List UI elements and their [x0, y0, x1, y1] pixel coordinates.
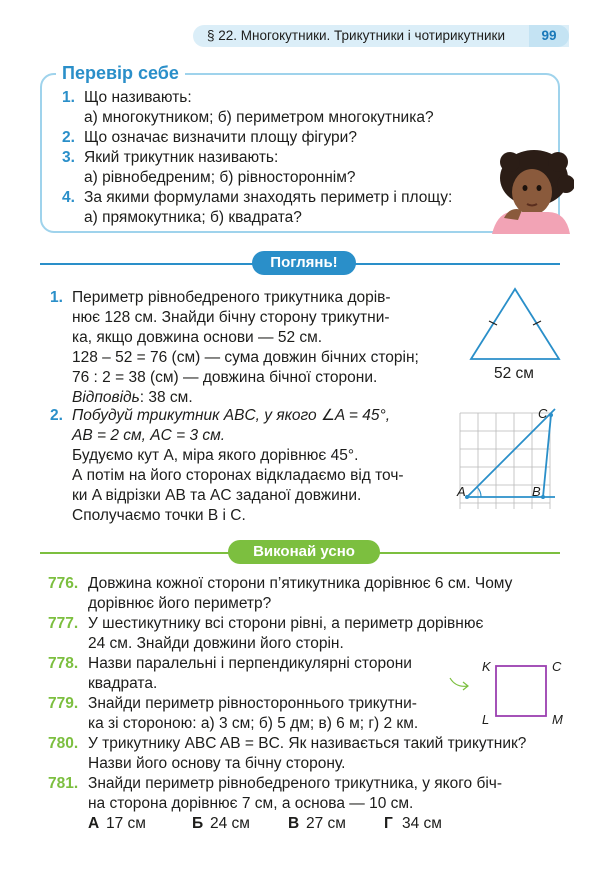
exercise-line: Знайди периметр рівностороннього трикутни- [88, 695, 417, 712]
option-value: 34 см [402, 815, 442, 832]
exercise-number: 781. [48, 775, 79, 792]
exercise-line: У трикутнику ABC AB = BC. Як називається такий трикутник? [88, 735, 527, 752]
question-line: Що називають: [84, 89, 192, 106]
example-number: 1. [50, 289, 63, 306]
exercise-line: 24 см. Знайди довжини його сторін. [88, 635, 344, 652]
square-label-c: C [552, 659, 562, 674]
example-line: ка, якщо довжина основи — 52 см. [72, 329, 323, 346]
question-number: 2. [62, 129, 75, 146]
question-number: 3. [62, 149, 75, 166]
question-number: 1. [62, 89, 75, 106]
answer-label: Відповідь [72, 389, 140, 406]
option-value: 17 см [106, 815, 146, 832]
example-line: нює 128 см. Знайди бічну сторону трикутни- [72, 309, 390, 326]
exercise-line: квадрата. [88, 675, 158, 692]
isosceles-triangle-figure [465, 285, 565, 365]
question-line: а) многокутником; б) периметром многокутника? [84, 109, 434, 126]
option-letter: Г [384, 815, 393, 832]
exercise-line: дорівнює його периметр? [88, 595, 272, 612]
example-line: Побудуй трикутник ABC, у якого ∠A = 45°, [72, 407, 391, 424]
exercise-number: 777. [48, 615, 79, 632]
exercise-number: 778. [48, 655, 79, 672]
section-title: § 22. Многокутники. Трикутники і чотирикутники [207, 28, 505, 43]
example-line: ки A відрізки AB та AC заданої довжини. [72, 487, 362, 504]
option-value: 24 см [210, 815, 250, 832]
option-value: 27 см [306, 815, 346, 832]
question-line: За якими формулами знаходять периметр і площу: [84, 189, 453, 206]
point-label-a: A [457, 484, 466, 499]
exercise-line: ка зі стороною: а) 3 см; б) 5 дм; в) 6 м; г) 2 км. [88, 715, 419, 732]
exercise-line: на сторона дорівнює 7 см, а основа — 10 см. [88, 795, 414, 812]
square-figure [446, 664, 556, 724]
answer-value: : 38 см. [139, 389, 193, 406]
exercise-number: 776. [48, 575, 79, 592]
exercise-number: 779. [48, 695, 79, 712]
example-line: AB = 2 см, AC = 3 см. [72, 427, 226, 444]
running-head [193, 25, 569, 47]
point-label-b: B [532, 484, 541, 499]
example-number: 2. [50, 407, 63, 424]
example-line: 76 : 2 = 38 (см) — довжина бічної сторони. [72, 369, 378, 386]
girl-illustration [482, 148, 574, 234]
exercise-line: Назви його основу та бічну сторону. [88, 755, 346, 772]
triangle-base-label: 52 см [494, 365, 534, 382]
exercise-line: У шестикутнику всі сторони рівні, а периметр дорівнює [88, 615, 484, 632]
square-label-l: L [482, 712, 490, 727]
option-letter: В [288, 815, 300, 832]
example-line: А потім на його сторонах відкладаємо від точ- [72, 467, 404, 484]
example-line: 128 – 52 = 76 (см) — сума довжин бічних сторін; [72, 349, 419, 366]
answer-line [72, 388, 193, 408]
square-label-k: K [482, 659, 491, 674]
self-check-title: Перевір себе [56, 62, 185, 84]
exercise-line: Знайди периметр рівнобедреного трикутника, у якого біч- [88, 775, 503, 792]
option-letter: Б [192, 815, 204, 832]
question-line: Що означає визначити площу фігури? [84, 129, 357, 146]
option-letter: А [88, 815, 100, 832]
exercise-number: 780. [48, 735, 79, 752]
oral-title: Виконай усно [228, 540, 380, 564]
question-line: Який трикутник називають: [84, 149, 279, 166]
example-line: Сполучаємо точки B і C. [72, 507, 246, 524]
point-label-c: C [538, 406, 548, 421]
square-label-m: M [552, 712, 563, 727]
triangle-construction-grid [455, 405, 565, 513]
exercise-line: Довжина кожної сторони п’ятикутника дорівнює 6 см. Чому [88, 575, 513, 592]
page-number: 99 [529, 25, 569, 47]
question-number: 4. [62, 189, 75, 206]
look-title: Поглянь! [252, 251, 356, 275]
exercise-line: Назви паралельні і перпендикулярні сторони [88, 655, 412, 672]
example-line: Периметр рівнобедреного трикутника дорів- [72, 289, 391, 306]
question-line: а) прямокутника; б) квадрата? [84, 209, 302, 226]
question-line: а) рівнобедреним; б) рівностороннім? [84, 169, 356, 186]
example-line: Будуємо кут A, міра якого дорівнює 45°. [72, 447, 359, 464]
